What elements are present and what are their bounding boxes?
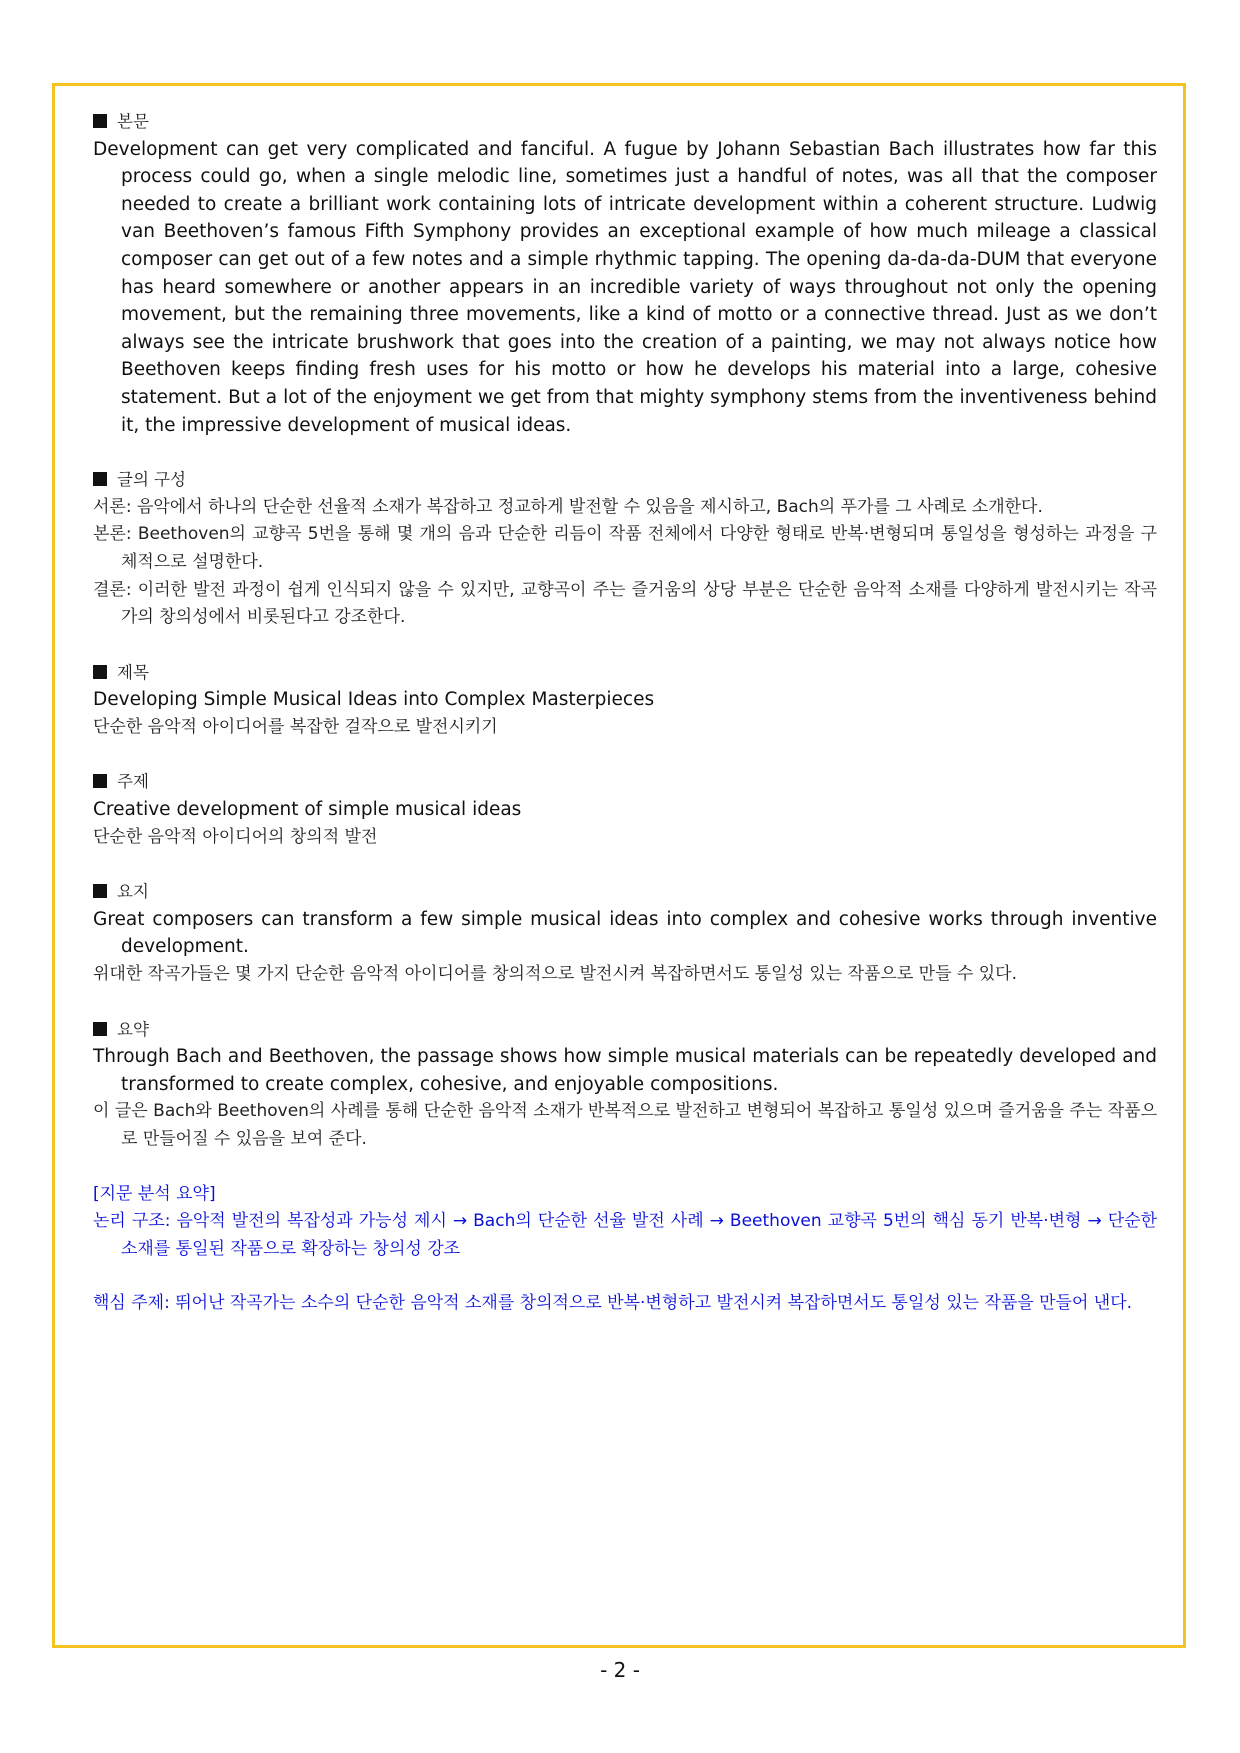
page-number: - 2 -	[600, 1658, 640, 1682]
gist-korean: 위대한 작곡가들은 몇 가지 단순한 음악적 아이디어를 창의적으로 발전시켜 복잡하면서도 통일성 있는 작품으로 만들 수 있다.	[93, 964, 1017, 985]
section-heading-label: 본문	[117, 112, 149, 131]
section-body	[93, 108, 1157, 439]
theme-korean: 단순한 음악적 아이디어의 창의적 발전	[93, 826, 378, 847]
square-bullet-icon	[93, 114, 107, 128]
structure-conclusion: 결론: 이러한 발전 과정이 쉽게 인식되지 않을 수 있지만, 교향곡이 주는 즐거움의 상당 부분은 단순한 음악적 소재를 다양하게 발전시키는 작곡가의 창의성에서 비롯된다고 강조한다.	[93, 579, 1157, 628]
section-heading	[93, 659, 1157, 687]
section-heading	[93, 108, 1157, 136]
square-bullet-icon	[93, 1022, 107, 1036]
square-bullet-icon	[93, 665, 107, 679]
title-english: Developing Simple Musical Ideas into Complex Masterpieces	[93, 689, 655, 711]
gist-english: Great composers can transform a few simple musical ideas into complex and cohesive works through inventive development.	[93, 908, 1157, 958]
section-heading-label: 요지	[117, 882, 149, 902]
section-heading-label: 요약	[117, 1019, 149, 1039]
section-heading-label: 글의 구성	[117, 470, 187, 490]
square-bullet-icon	[93, 472, 107, 486]
analysis-heading: [지문 분석 요약]	[93, 1183, 216, 1204]
theme-english: Creative development of simple musical ideas	[93, 799, 522, 821]
summary-english: Through Bach and Beethoven, the passage shows how simple musical materials can be repeatedly developed and transformed to create complex, cohesive, and enjoyable compositions.	[93, 1046, 1157, 1095]
spacer	[93, 1263, 1157, 1290]
section-heading	[93, 1016, 1157, 1044]
section-gist	[93, 878, 1157, 988]
section-theme	[93, 768, 1157, 851]
section-structure	[93, 466, 1157, 632]
section-heading-label: 제목	[117, 662, 149, 682]
section-title	[93, 659, 1157, 742]
square-bullet-icon	[93, 884, 107, 898]
summary-korean: 이 글은 Bach와 Beethoven의 사례를 통해 단순한 음악적 소재가 반복적으로 발전하고 변형되어 복잡하고 통일성 있으며 즐거움을 주는 작품으로 만들어질 수 있음을 보여 준다.	[93, 1101, 1157, 1149]
section-summary	[93, 1016, 1157, 1154]
analysis-core: 핵심 주제: 뛰어난 작곡가는 소수의 단순한 음악적 소재를 창의적으로 반복·변형하고 발전시켜 복잡하면서도 통일성 있는 작품을 만들어 낸다.	[93, 1293, 1133, 1314]
title-korean: 단순한 음악적 아이디어를 복잡한 걸작으로 발전시키기	[93, 716, 498, 737]
document-content	[93, 108, 1157, 1318]
section-heading	[93, 466, 1157, 494]
analysis-summary	[93, 1181, 1157, 1318]
analysis-logic: 논리 구조: 음악적 발전의 복잡성과 가능성 제시 → Bach의 단순한 선율 발전 사례 → Beethoven 교향곡 5번의 핵심 동기 반복·변형 → 단순한 소재를 통일된 작품으로 확장하는 창의성 강조	[93, 1211, 1157, 1259]
passage-text: Development can get very complicated and fanciful. A fugue by Johann Sebastian Bach illustrates how far this process could go, when a single melodic line, sometimes just a handful of notes, was all that the composer needed to create a brilliant work containing lots of intricate development within a coherent structure. Ludwig van Beethoven’s famous Fifth Symphony provides an exceptional example of how much mileage a classical composer can get out of a few notes and a simple rhythmic tapping. The opening da-da-da-DUM that everyone has heard somewhere or another appears in an incredible variety of ways throughout not only the opening movement, but the remaining three movements, like a kind of motto or a connective thread. Just as we don’t always see the intricate brushwork that goes into the creation of a painting, we may not always notice how Beethoven keeps finding fresh uses for his motto or how he develops his material into a large, cohesive statement. But a lot of the enjoyment we get from that mighty symphony stems from the inventiveness behind it, the impressive development of musical ideas.	[93, 138, 1157, 436]
structure-body: 본론: Beethoven의 교향곡 5번을 통해 몇 개의 음과 단순한 리듬이 작품 전체에서 다양한 형태로 반복·변형되며 통일성을 형성하는 과정을 구체적으로 설명한다.	[93, 524, 1157, 572]
section-heading-label: 주제	[117, 772, 149, 792]
structure-intro: 서론: 음악에서 하나의 단순한 선율적 소재가 복잡하고 정교하게 발전할 수 있음을 제시하고, Bach의 푸가를 그 사례로 소개한다.	[93, 496, 1043, 517]
section-heading	[93, 878, 1157, 906]
square-bullet-icon	[93, 774, 107, 788]
section-heading	[93, 768, 1157, 796]
